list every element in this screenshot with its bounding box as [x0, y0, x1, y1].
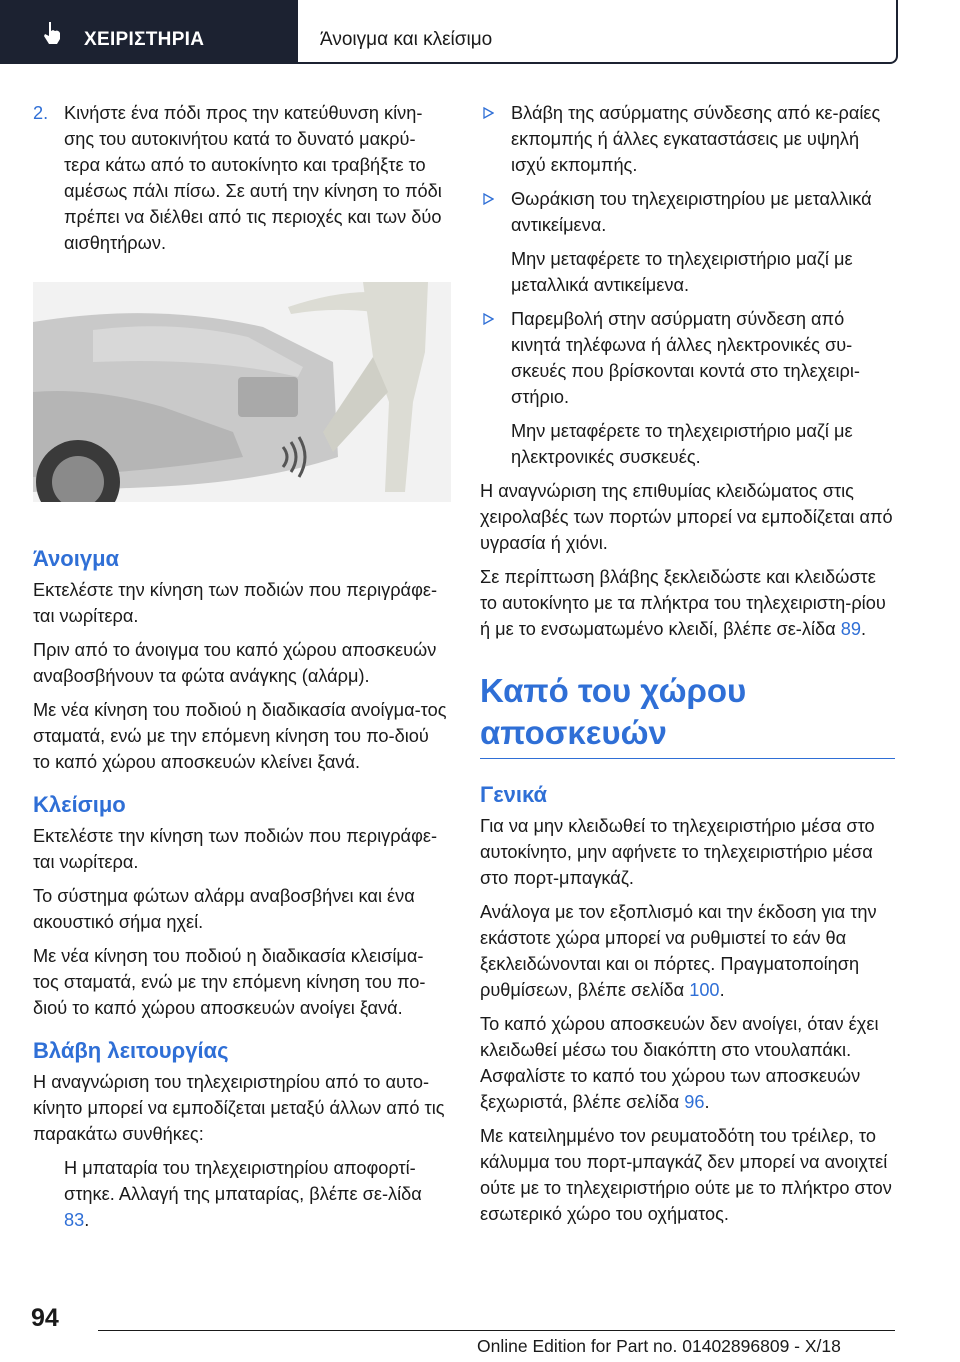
failure-paragraph	[480, 564, 895, 642]
general-paragraph-4: Με κατειλημμένο τον ρευματοδότη του τρέιλερ, το κάλυμμα του πορτ-μπαγκάζ δεν μπορεί να ανοιχτεί ούτε με το τηλεχειριστήριο ούτε με το πλήκτρο στον εσωτερικό χώρο του οχήματος.	[480, 1126, 892, 1224]
bullet-interference	[480, 306, 895, 410]
footer-divider	[98, 1330, 895, 1331]
closing-paragraph-3: Με νέα κίνηση του ποδιού η διαδικασία κλεισίμα-τος σταματά, ενώ με την επόμενη κίνηση του πο-διού το καπό χώρου αποσκευών ανοίγει ξανά.	[33, 946, 426, 1018]
malfunction-paragraph: Η αναγνώριση του τηλεχειριστηρίου από το αυτο-κίνητο μπορεί να εμποδίζεται μεταξύ άλλων από τις παρακάτω συνθήκες:	[33, 1072, 445, 1144]
failure-text: Σε περίπτωση βλάβης ξεκλειδώστε και κλειδώστε το αυτοκίνητο με τα πλήκτρα του τηλεχειριστη-ρίου ή με το ενσωματωμένο κλειδί, βλέπε σε-λίδα	[480, 567, 886, 639]
recognition-paragraph: Η αναγνώριση της επιθυμίας κλειδώματος στις χειρολαβές των πορτών μπορεί να εμποδίζεται από υγρασία ή χιόνι.	[480, 481, 893, 553]
right-column	[480, 100, 895, 1235]
page-link-100[interactable]: 100	[689, 980, 720, 1000]
bullet-interference-note: Μην μεταφέρετε το τηλεχειριστήριο μαζί με ηλεκτρονικές συσκευές.	[511, 421, 853, 467]
general-3-text: Το καπό χώρου αποσκευών δεν ανοίγει, όταν έχει κλειδωθεί μέσω του διακόπτη στο ντουλαπάκι. Ασφαλίστε το καπό του χώρου των αποσκευών ξεχωριστά, βλέπε σελίδα	[480, 1014, 879, 1112]
hand-pointer-icon	[40, 20, 66, 46]
page-number: 94	[31, 1304, 59, 1332]
manual-section-tab[interactable]	[0, 0, 298, 64]
section-divider	[480, 758, 895, 759]
triangle-bullet-icon	[483, 313, 494, 325]
bullet-shielding	[480, 186, 895, 238]
manual-section-label: ΧΕΙΡΙΣΤΗΡΙΑ	[84, 29, 205, 50]
step-text: Κινήστε ένα πόδι προς την κατεύθυνση κίνη-σης του αυτοκινήτου κατά το δυνατό μακρύ-τερα κάτω από το αυτοκίνητο και τραβήξτε το αμέσως πάλι πίσω. Σε αυτή την κίνηση το πόδι πρέπει να διέλθει από τις περιοχές και των δύο αισθητήρων.	[64, 103, 442, 253]
bullet-end: .	[84, 1210, 90, 1230]
general-2-end: .	[719, 980, 725, 1000]
bullet-text: Παρεμβολή στην ασύρματη σύνδεση από κινητά τηλέφωνα ή άλλες ηλεκτρονικές συ-σκευές που βρίσκονται κοντά στο τηλεχειρι-στήριο.	[511, 309, 860, 407]
opening-paragraph-2: Πριν από το άνοιγμα του καπό χώρου αποσκευών αναβοσβήνουν τα φώτα ανάγκης (αλάρμ).	[33, 640, 437, 686]
bullet-text: Η μπαταρία του τηλεχειριστηρίου αποφορτί-στηκε. Αλλαγή της μπαταρίας, βλέπε σε-λίδα	[64, 1158, 422, 1204]
edition-text: Online Edition for Part no. 01402896809 - X/18	[477, 1336, 841, 1356]
general-heading: Γενικά	[480, 782, 548, 807]
page-link-96[interactable]: 96	[684, 1092, 705, 1112]
step-2	[33, 100, 448, 256]
bullet-text: Θωράκιση του τηλεχειριστηρίου με μεταλλικά αντικείμενα.	[511, 189, 872, 235]
general-3-end: .	[704, 1092, 710, 1112]
section-title: Καπό του χώρου αποσκευών	[480, 672, 747, 751]
opening-paragraph-3: Με νέα κίνηση του ποδιού η διαδικασία ανοίγμα-τος σταματά, ενώ με την επόμενη κίνηση του πο-διού το καπό χώρου αποσκευών κλείνει ξανά.	[33, 700, 447, 772]
page-link-83[interactable]: 83	[64, 1210, 85, 1230]
page-header	[0, 0, 960, 64]
page-link-89[interactable]: 89	[840, 619, 861, 639]
chapter-tab[interactable]	[298, 0, 898, 64]
failure-end: .	[860, 619, 866, 639]
foot-gesture-illustration	[33, 282, 451, 502]
chapter-label: Άνοιγμα και κλείσιμο	[320, 29, 493, 50]
left-column	[33, 100, 448, 1241]
bullet-shielding-note: Μην μεταφέρετε το τηλεχειριστήριο μαζί με μεταλλικά αντικείμενα.	[511, 249, 853, 295]
triangle-bullet-icon	[483, 107, 494, 119]
bullet-battery	[33, 1155, 448, 1233]
closing-paragraph-2: Το σύστημα φώτων αλάρμ αναβοσβήνει και ένα ακουστικό σήμα ηχεί.	[33, 886, 415, 932]
malfunction-heading: Βλάβη λειτουργίας	[33, 1038, 229, 1063]
closing-heading: Κλείσιμο	[33, 792, 126, 817]
opening-heading: Άνοιγμα	[33, 546, 120, 571]
general-paragraph-3	[480, 1011, 895, 1115]
opening-paragraph-1: Εκτελέστε την κίνηση των ποδιών που περιγράφε-ται νωρίτερα.	[33, 580, 438, 626]
bullet-text: Βλάβη της ασύρματης σύνδεσης από κε-ραίες εκπομπής ή άλλες εγκαταστάσεις με υψηλή ισχύ εκπομπής.	[511, 103, 881, 175]
bullet-antennas	[480, 100, 895, 178]
general-paragraph-1: Για να μην κλειδωθεί το τηλεχειριστήριο μέσα στο αυτοκίνητο, μην αφήνετε το τηλεχειριστήριο μέσα στο πορτ-μπαγκάζ.	[480, 816, 875, 888]
general-paragraph-2	[480, 899, 895, 1003]
triangle-bullet-icon	[483, 193, 494, 205]
closing-paragraph-1: Εκτελέστε την κίνηση των ποδιών που περιγράφε-ται νωρίτερα.	[33, 826, 438, 872]
step-number: 2.	[33, 103, 49, 123]
general-2-text: Ανάλογα με τον εξοπλισμό και την έκδοση για την εκάστοτε χώρα μπορεί να ρυθμιστεί το εάν θα ξεκλειδώνονται και οι πόρτες. Πραγματοποίηση ρυθμίσεων, βλέπε σελίδα	[480, 902, 877, 1000]
